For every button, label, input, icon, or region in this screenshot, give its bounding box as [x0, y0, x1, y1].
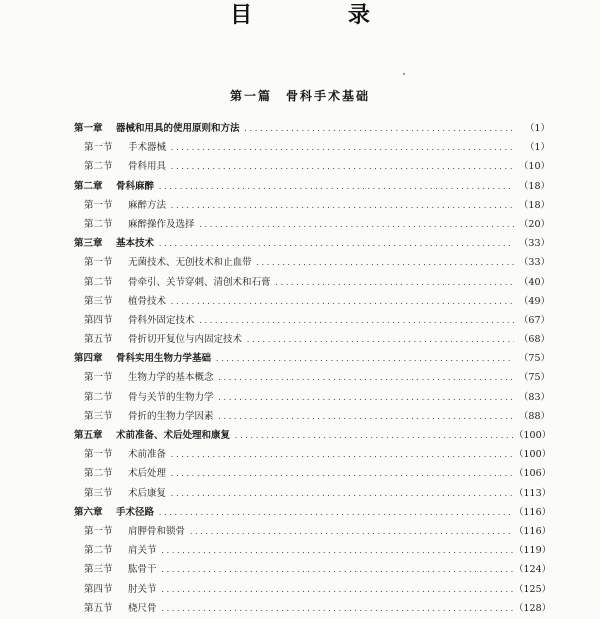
- toc-entry-title: 术后处理: [128, 468, 167, 480]
- toc-entry-label: 第五节: [84, 334, 113, 346]
- toc-page-number: （106）: [514, 468, 552, 480]
- toc-entry-title: 手术径路: [116, 506, 155, 518]
- toc-page-number: （116）: [514, 525, 552, 537]
- toc-page-number: （113）: [514, 487, 552, 499]
- dot-leader: [199, 216, 514, 235]
- dot-leader: [256, 254, 514, 273]
- dot-leader: [161, 542, 514, 561]
- toc-section-row: [74, 464, 550, 483]
- toc-entry-label: 第一节: [84, 449, 113, 461]
- toc-entry-label: 第三节: [84, 295, 113, 307]
- toc-entry-label: 第六章: [74, 506, 103, 518]
- toc-entry-label: 第五章: [74, 430, 103, 441]
- toc-page-number: （40）: [518, 276, 550, 288]
- dot-leader: [218, 369, 514, 388]
- toc-page-number: （33）: [518, 257, 550, 269]
- toc-entry-label: 第二节: [84, 468, 113, 480]
- dot-leader: [189, 523, 514, 542]
- toc-entry-title: 骨牵引、关节穿刺、清创术和石膏: [128, 276, 271, 288]
- toc-entry-title: 生物力学的基本概念: [128, 372, 214, 384]
- toc-section-row: [74, 253, 550, 272]
- toc-entry-label: 第四章: [74, 353, 103, 365]
- dot-leader: [244, 120, 514, 139]
- toc-page-number: （83）: [518, 391, 550, 403]
- dot-leader: [234, 427, 514, 446]
- toc-entry-label: 第五节: [84, 602, 113, 614]
- toc-section-row: [74, 138, 550, 157]
- toc-page-number: （75）: [518, 353, 550, 365]
- table-of-contents: [74, 119, 550, 618]
- dot-leader: [170, 485, 514, 504]
- toc-entry-title: 手术器械: [128, 142, 167, 154]
- toc-entry-label: 第一章: [74, 123, 103, 134]
- toc-entry-title: 麻醉方法: [128, 199, 167, 211]
- toc-section-row: [74, 292, 550, 311]
- toc-page-number: （75）: [518, 372, 550, 384]
- toc-entry-title: 骨与关节的生物力学: [128, 391, 214, 403]
- toc-page-number: （49）: [518, 295, 550, 307]
- toc-page-number: （1）: [524, 123, 550, 134]
- toc-entry-title: 骨科用具: [128, 161, 167, 173]
- toc-entry-title: 桡尺骨: [128, 602, 157, 614]
- toc-page-number: （68）: [518, 334, 550, 346]
- toc-entry-label: 第二节: [84, 391, 113, 403]
- toc-page-number: （20）: [518, 218, 550, 230]
- toc-section-row: [74, 445, 550, 464]
- toc-section-row: [74, 580, 550, 599]
- toc-page-number: （100）: [514, 430, 552, 441]
- toc-entry-label: 第二节: [84, 276, 113, 288]
- toc-entry-title: 肘关节: [128, 583, 157, 595]
- toc-entry-title: 器械和用具的使用原则和方法: [116, 123, 240, 134]
- dot-leader: [275, 274, 514, 293]
- toc-section-row: [74, 368, 550, 387]
- dot-leader: [170, 293, 514, 312]
- toc-page-number: （128）: [514, 602, 552, 614]
- toc-entry-label: 第一节: [84, 257, 113, 269]
- toc-entry-title: 无菌技术、无创技术和止血带: [128, 257, 252, 269]
- toc-chapter-row: [74, 119, 550, 138]
- toc-section-row: [74, 330, 550, 349]
- toc-entry-title: 基本技术: [116, 238, 155, 250]
- page-title: 目 录: [230, 3, 414, 28]
- toc-page-number: （18）: [518, 180, 550, 192]
- dot-leader: [161, 561, 514, 580]
- toc-entry-title: 骨折切开复位与内固定技术: [128, 334, 243, 346]
- print-speck: [403, 73, 405, 75]
- toc-entry-title: 骨科外固定技术: [128, 314, 195, 326]
- toc-entry-title: 术前准备、术后处理和康复: [116, 430, 231, 441]
- toc-entry-title: 麻醉操作及选择: [128, 218, 195, 230]
- dot-leader: [246, 331, 514, 350]
- toc-entry-label: 第二节: [84, 161, 113, 173]
- toc-entry-label: 第三章: [74, 238, 103, 250]
- dot-leader: [170, 446, 514, 465]
- toc-chapter-row: [74, 349, 550, 368]
- toc-page-number: （33）: [518, 238, 550, 250]
- toc-page-number: （116）: [514, 506, 552, 518]
- toc-entry-title: 骨折的生物力学因素: [128, 410, 214, 422]
- dot-leader: [170, 197, 514, 216]
- dot-leader: [215, 350, 514, 369]
- toc-entry-title: 肩关节: [128, 545, 157, 557]
- toc-entry-title: 肱骨干: [128, 564, 157, 576]
- dot-leader: [158, 178, 514, 197]
- dot-leader: [170, 158, 514, 177]
- dot-leader: [161, 581, 514, 600]
- dot-leader: [158, 504, 514, 523]
- toc-section-row: [74, 522, 550, 541]
- toc-section-row: [74, 157, 550, 176]
- dot-leader: [218, 389, 514, 408]
- toc-entry-label: 第三节: [84, 564, 113, 576]
- toc-page-number: （124）: [514, 564, 552, 576]
- toc-page-number: （10）: [518, 161, 550, 173]
- toc-page-number: （18）: [518, 199, 550, 211]
- toc-entry-label: 第一节: [84, 372, 113, 384]
- toc-entry-label: 第二节: [84, 218, 113, 230]
- toc-entry-label: 第四节: [84, 583, 113, 595]
- toc-section-row: [74, 541, 550, 560]
- toc-section-row: [74, 484, 550, 503]
- toc-chapter-row: [74, 426, 550, 445]
- toc-entry-title: 骨科麻醉: [116, 180, 155, 192]
- toc-entry-label: 第三节: [84, 410, 113, 422]
- toc-entry-label: 第四节: [84, 314, 113, 326]
- toc-section-row: [74, 215, 550, 234]
- dot-leader: [170, 139, 514, 158]
- toc-chapter-row: [74, 234, 550, 253]
- toc-chapter-row: [74, 177, 550, 196]
- toc-entry-label: 第一节: [84, 525, 113, 537]
- toc-entry-label: 第三节: [84, 487, 113, 499]
- toc-section-row: [74, 560, 550, 579]
- toc-entry-title: 术前准备: [128, 449, 167, 461]
- toc-page-number: （67）: [518, 314, 550, 326]
- toc-section-row: [74, 407, 550, 426]
- toc-page-number: （88）: [518, 410, 550, 422]
- dot-leader: [158, 235, 514, 254]
- toc-entry-label: 第二章: [74, 180, 103, 192]
- toc-section-row: [74, 388, 550, 407]
- toc-entry-title: 骨科实用生物力学基础: [116, 353, 212, 365]
- dot-leader: [161, 600, 514, 619]
- toc-entry-label: 第一节: [84, 199, 113, 211]
- toc-section-row: [74, 273, 550, 292]
- toc-entry-label: 第二节: [84, 545, 113, 557]
- toc-entry-title: 肩胛骨和锁骨: [128, 525, 186, 537]
- toc-section-row: [74, 311, 550, 330]
- dot-leader: [199, 312, 514, 331]
- part-title: 第一篇 骨科手术基础: [229, 89, 370, 103]
- dot-leader: [218, 408, 514, 427]
- toc-page-number: （1）: [524, 142, 550, 154]
- toc-entry-title: 植骨技术: [128, 295, 167, 307]
- toc-section-row: [74, 599, 550, 618]
- toc-page-number: （100）: [514, 449, 552, 461]
- toc-entry-label: 第一节: [84, 142, 113, 154]
- toc-chapter-row: [74, 503, 550, 522]
- toc-entry-title: 术后康复: [128, 487, 167, 499]
- dot-leader: [170, 465, 514, 484]
- toc-page-number: （119）: [514, 545, 552, 557]
- toc-page-number: （125）: [514, 583, 552, 595]
- toc-section-row: [74, 196, 550, 215]
